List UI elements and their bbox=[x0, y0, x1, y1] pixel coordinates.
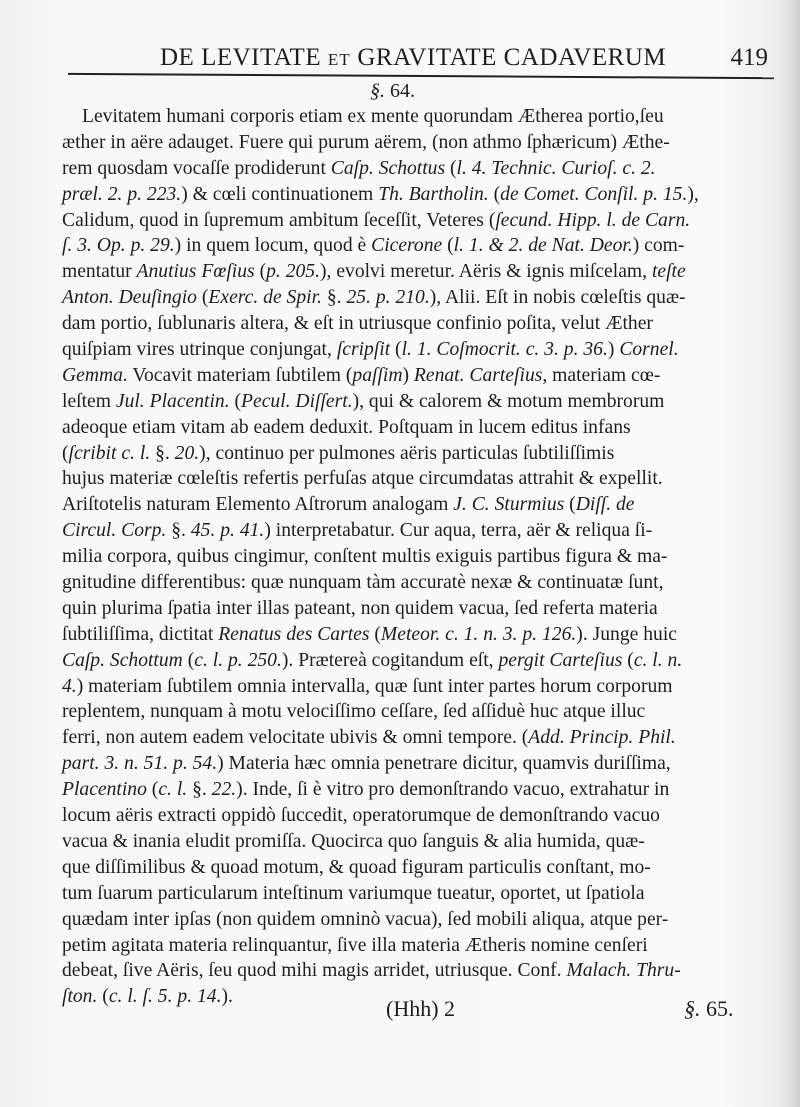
running-title-conjunction: ET bbox=[327, 50, 351, 69]
text-line bbox=[62, 699, 778, 725]
text-line bbox=[62, 363, 778, 389]
text-run: ( bbox=[254, 261, 267, 283]
italic-text-run: Jul. Placentin. bbox=[115, 390, 230, 412]
text-run: ) com- bbox=[632, 235, 685, 257]
italic-text-run: Renatus des Cartes bbox=[218, 623, 370, 645]
catchword bbox=[684, 996, 734, 1022]
italic-text-run: Anton. Deuſingio bbox=[62, 287, 197, 309]
text-run: mentatur bbox=[62, 261, 137, 283]
page-number: 419 bbox=[730, 44, 768, 71]
text-run: ( bbox=[564, 494, 576, 516]
italic-text-run: 45. p. 41. bbox=[190, 520, 265, 542]
text-run: vacua & inania eludit promiſſa. Quocirca quo ſanguis & alia humida, quæ- bbox=[62, 830, 645, 852]
text-line bbox=[62, 208, 778, 234]
text-line bbox=[62, 933, 778, 959]
text-run: que diſſimilibus & quoad motum, & quoad figuram particulis conſtant, mo- bbox=[62, 856, 651, 878]
text-line bbox=[62, 259, 778, 285]
text-run: §. bbox=[166, 520, 191, 542]
text-line bbox=[62, 104, 778, 130]
text-run: ) Materia hæc omnia penetrare dicitur, quamvis duriſſima, bbox=[217, 753, 671, 775]
text-run: quin plurima ſpatia inter illas pateant, non quidem vacua, ſed referta materia bbox=[62, 597, 658, 619]
body-text bbox=[62, 104, 778, 1010]
text-run: Ariſtotelis naturam Elemento Aſtrorum analogam bbox=[62, 494, 454, 516]
italic-text-run: part. 3. n. 51. p. 54. bbox=[62, 753, 218, 775]
text-line bbox=[62, 130, 778, 156]
text-run: ) bbox=[402, 364, 414, 386]
italic-text-run: 4. bbox=[62, 675, 77, 697]
italic-text-run: Caſp. Schottum bbox=[62, 649, 183, 671]
text-line bbox=[62, 881, 778, 907]
italic-text-run: Malach. Thru- bbox=[566, 960, 681, 982]
text-line bbox=[62, 596, 778, 622]
text-run: rem quosdam vocaſſe prodiderunt bbox=[62, 157, 331, 179]
text-line bbox=[62, 622, 778, 648]
text-run: quædam inter ipſas (non quidem omninò vacua), ſed mobili aliqua, atque per- bbox=[62, 908, 669, 930]
text-run: ( bbox=[229, 390, 242, 412]
text-run: ( bbox=[442, 235, 454, 257]
italic-text-run: 20. bbox=[174, 442, 200, 464]
text-run: tum ſuarum particularum inteſtinum variumque tueatur, oportet, ut ſpatiola bbox=[62, 882, 645, 904]
catchword-number: 65. bbox=[706, 996, 734, 1021]
italic-text-run: l. 4. Technic. Curioſ. c. 2. bbox=[456, 157, 656, 179]
running-title bbox=[160, 44, 666, 72]
section-number: 64. bbox=[390, 80, 415, 102]
text-run: ). Junge huic bbox=[576, 623, 677, 645]
italic-text-run: teſte bbox=[651, 261, 686, 283]
text-run: Vocavit materiam ſubtilem ( bbox=[127, 364, 353, 386]
page-footer bbox=[0, 994, 800, 1034]
signature-mark: (Hhh) 2 bbox=[386, 996, 456, 1021]
text-run: ferri, non autem eadem velocitate ubivis & omni tempore. ( bbox=[62, 727, 529, 749]
italic-text-run: Pecul. Diſſert. bbox=[241, 390, 353, 412]
text-run: adeoque etiam vitam ab eadem deduxit. Poſtquam in lucem editus infans bbox=[62, 416, 631, 438]
text-run: æther in aëre adauget. Fuere qui purum aërem, (non athmo ſphæricum) Æthe- bbox=[62, 131, 670, 153]
italic-text-run: 22. bbox=[211, 779, 237, 801]
italic-text-run: c. l. n. bbox=[633, 649, 683, 671]
text-run: petim agitata materia relinquantur, ſive illa materia Ætheris nomine cenſeri bbox=[62, 934, 648, 956]
text-run: locum aëris extracti oppidò ſuccedit, operatorumque de demonſtrando vacuo bbox=[62, 805, 660, 827]
italic-text-run: 25. p. 210. bbox=[346, 287, 430, 309]
text-line bbox=[62, 311, 778, 337]
text-run: debeat, ſive Aëris, ſeu quod mihi magis arridet, utriusque. Conf. bbox=[62, 960, 567, 982]
italic-text-run: ſecund. Hipp. l. de Carn. bbox=[495, 209, 691, 231]
italic-text-run: Cicerone bbox=[371, 235, 443, 257]
italic-text-run: Gemma. bbox=[62, 364, 128, 386]
italic-text-run: c. l. ſ. 5. p. 14. bbox=[108, 986, 222, 1008]
text-run: ſubtiliſſima, dictitat bbox=[62, 623, 219, 645]
text-run: dam portio, ſublunaris altera, & eſt in utriusque confinio poſita, velut Æther bbox=[62, 313, 653, 335]
italic-text-run: de Comet. Conſil. p. 15. bbox=[500, 183, 688, 205]
text-run: ( bbox=[390, 339, 402, 361]
italic-text-run: pergit Carteſius bbox=[498, 649, 623, 671]
text-line bbox=[62, 466, 778, 492]
text-line bbox=[62, 674, 778, 700]
text-run: ( bbox=[182, 649, 195, 671]
italic-text-run: Renat. Carteſius, bbox=[413, 364, 548, 386]
text-run: ) bbox=[607, 339, 620, 361]
text-run: ), evolvi meretur. Aëris & ignis miſcelam, bbox=[320, 261, 652, 283]
text-line bbox=[62, 182, 778, 208]
text-run: quiſpiam vires utrinque conjungat, bbox=[62, 339, 337, 361]
text-run: ( bbox=[97, 986, 109, 1008]
italic-text-run: ſcribit c. l. bbox=[68, 442, 151, 464]
text-run: milia corpora, quibus cingimur, conſtent multis exiguis partibus figura & ma- bbox=[62, 546, 668, 568]
text-run: ). Inde, ſi è vitro pro demonſtrando vacuo, extrahatur in bbox=[236, 779, 670, 801]
italic-text-run: l. 1. & 2. de Nat. Deor. bbox=[453, 235, 633, 257]
catchword-symbol: §. bbox=[684, 996, 701, 1021]
text-run: leſtem bbox=[62, 390, 116, 412]
italic-text-run: ſton. bbox=[62, 986, 98, 1008]
text-run: ) in quem locum, quod è bbox=[174, 235, 372, 257]
italic-text-run: Exerc. de Spir. bbox=[208, 287, 322, 309]
section-heading bbox=[370, 80, 415, 103]
text-run: hujus materiæ cœleſtis refertis perfuſas atque circumdatas attrahit & expellit. bbox=[62, 468, 663, 490]
text-line bbox=[62, 725, 778, 751]
italic-text-run: l. 1. Coſmocrit. c. 3. p. 36. bbox=[401, 339, 608, 361]
text-run: ), continuo per pulmones aëris particulas ſubtiliſſimis bbox=[199, 442, 615, 464]
italic-text-run: præl. 2. p. 223. bbox=[62, 183, 182, 205]
text-line bbox=[62, 751, 778, 777]
italic-text-run: Cornel. bbox=[619, 339, 679, 361]
text-run: materiam cœ- bbox=[547, 364, 661, 386]
text-line bbox=[62, 156, 778, 182]
italic-text-run: c. l. p. 250. bbox=[194, 649, 282, 671]
text-run: §. bbox=[187, 779, 212, 801]
text-run: gnitudine differentibus: quæ nunquam tàm accuratè nexæ & continuatæ ſunt, bbox=[62, 572, 664, 594]
text-run: replentem, nunquam à motu velociſſimo ceſſare, ſed aſſiduè huc atque illuc bbox=[62, 701, 646, 723]
page-edge-shadow bbox=[778, 0, 800, 1107]
italic-text-run: p. 205. bbox=[266, 261, 320, 283]
text-run: §. bbox=[321, 287, 347, 309]
text-run: ) materiam ſubtilem omnia intervalla, quæ ſunt inter partes horum corporum bbox=[76, 675, 673, 697]
text-run: ( bbox=[196, 287, 209, 309]
text-line bbox=[62, 958, 778, 984]
italic-text-run: c. l. bbox=[158, 779, 188, 801]
text-line bbox=[62, 777, 778, 803]
italic-text-run: Caſp. Schottus bbox=[330, 157, 446, 179]
italic-text-run: J. C. Sturmius bbox=[453, 494, 565, 516]
text-run: ) interpretabatur. Cur aqua, terra, aër & reliqua ſi- bbox=[264, 520, 653, 542]
text-line bbox=[62, 233, 778, 259]
running-title-part2: GRAVITATE CADAVERUM bbox=[357, 44, 667, 71]
text-run: ( bbox=[622, 649, 634, 671]
italic-text-run: Meteor. c. 1. n. 3. p. 126. bbox=[380, 623, 577, 645]
text-line bbox=[62, 441, 778, 467]
text-line bbox=[62, 803, 778, 829]
text-run: Levitatem humani corporis etiam ex mente quorundam Ætherea portio,ſeu bbox=[82, 106, 664, 127]
text-line bbox=[62, 492, 778, 518]
text-run: ). bbox=[221, 986, 233, 1008]
text-line bbox=[62, 907, 778, 933]
text-run: ) & cœli continuationem bbox=[181, 183, 379, 205]
text-line bbox=[62, 415, 778, 441]
text-run: Calidum, quod in ſupremum ambitum ſeceſſit, Veteres ( bbox=[62, 209, 496, 231]
italic-text-run: paſſim bbox=[352, 364, 403, 386]
text-run: ), bbox=[687, 183, 699, 205]
section-symbol: §. bbox=[370, 80, 385, 102]
text-line bbox=[62, 337, 778, 363]
text-line bbox=[62, 648, 778, 674]
running-title-part1: DE LEVITATE bbox=[160, 44, 322, 71]
text-line bbox=[62, 389, 778, 415]
italic-text-run: Placentino bbox=[62, 779, 147, 801]
italic-text-run: Anutius Fœſius bbox=[136, 261, 255, 283]
text-run: §. bbox=[150, 442, 175, 464]
italic-text-run: Diſſ. de bbox=[575, 494, 635, 516]
text-run: ( bbox=[488, 183, 501, 205]
text-run: ( bbox=[445, 157, 457, 179]
text-line bbox=[62, 570, 778, 596]
text-run: ( bbox=[62, 442, 69, 464]
italic-text-run: ſcripſit bbox=[336, 339, 391, 361]
text-line bbox=[62, 544, 778, 570]
text-run: ), Alii. Eſt in nobis cœleſtis quæ- bbox=[429, 287, 686, 309]
text-run: ). Prætereà cogitandum eſt, bbox=[281, 649, 499, 671]
italic-text-run: Th. Bartholin. bbox=[378, 183, 489, 205]
text-run: ( bbox=[146, 779, 159, 801]
text-run: ( bbox=[369, 623, 381, 645]
text-line bbox=[62, 518, 778, 544]
text-line bbox=[62, 285, 778, 311]
italic-text-run: Circul. Corp. bbox=[62, 520, 167, 542]
text-line bbox=[62, 855, 778, 881]
italic-text-run: Add. Princip. Phil. bbox=[528, 727, 676, 749]
text-line bbox=[62, 829, 778, 855]
italic-text-run: ſ. 3. Op. p. 29. bbox=[62, 235, 175, 257]
text-run: ), qui & calorem & motum membrorum bbox=[352, 390, 665, 412]
